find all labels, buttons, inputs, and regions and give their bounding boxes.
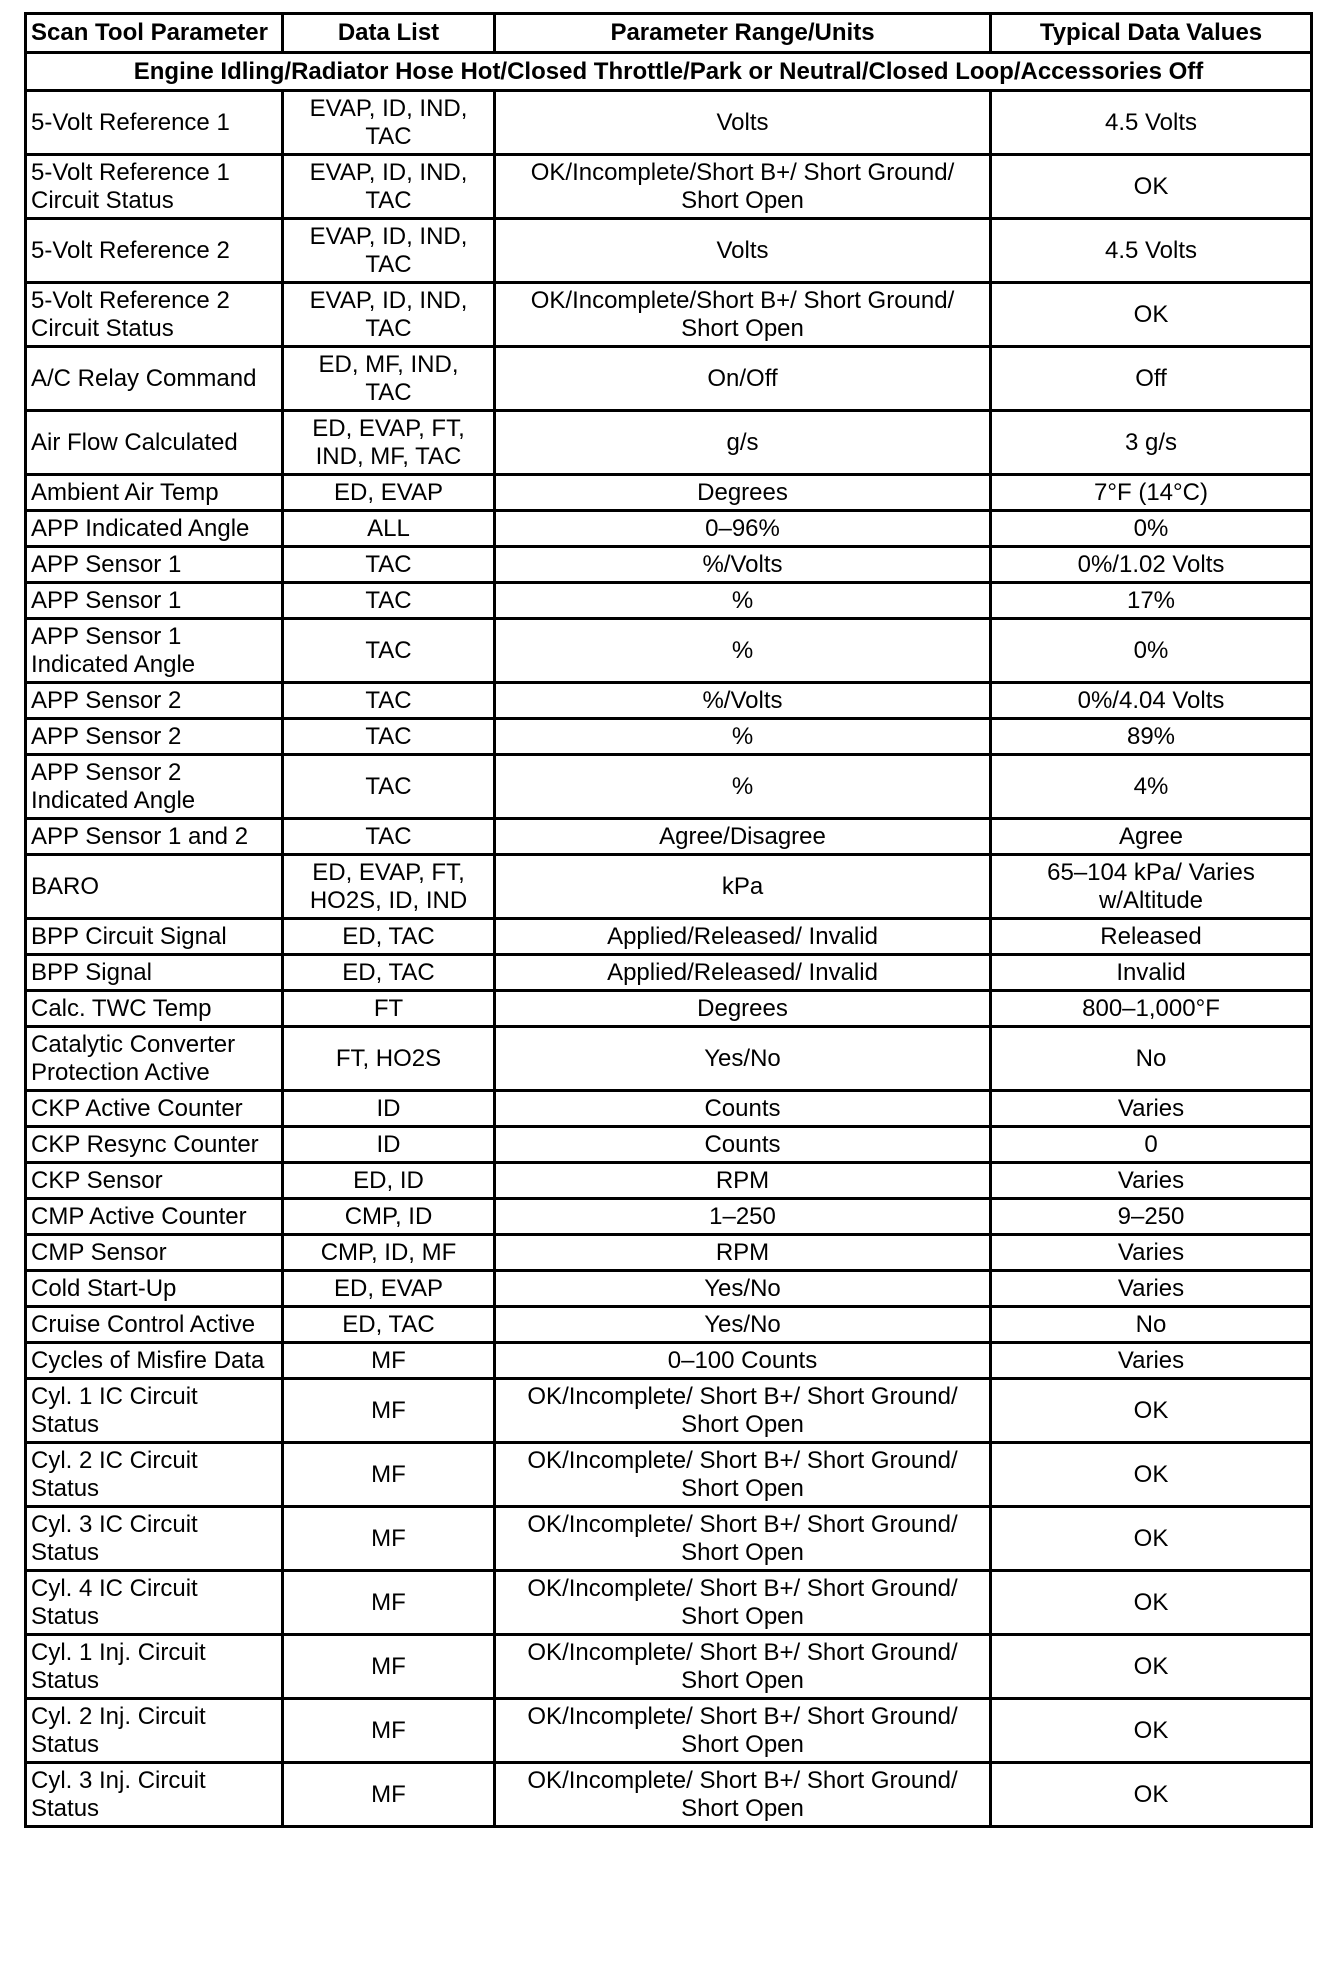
cell-scan-tool-parameter: Cyl. 2 Inj. Circuit Status bbox=[26, 1699, 283, 1763]
cell-typical-value: 0% bbox=[991, 619, 1312, 683]
cell-parameter-range: RPM bbox=[495, 1235, 991, 1271]
cell-scan-tool-parameter: Cycles of Misfire Data bbox=[26, 1343, 283, 1379]
cell-scan-tool-parameter: CKP Active Counter bbox=[26, 1091, 283, 1127]
header-row bbox=[26, 14, 1312, 53]
cell-scan-tool-parameter: Cyl. 1 IC Circuit Status bbox=[26, 1379, 283, 1443]
table-row bbox=[26, 755, 1312, 819]
header-typical-values: Typical Data Values bbox=[991, 14, 1312, 53]
cell-data-list: ED, EVAP bbox=[283, 1271, 495, 1307]
cell-data-list: TAC bbox=[283, 547, 495, 583]
cell-scan-tool-parameter: CKP Resync Counter bbox=[26, 1127, 283, 1163]
cell-parameter-range: %/Volts bbox=[495, 683, 991, 719]
cell-typical-value: Varies bbox=[991, 1163, 1312, 1199]
cell-data-list: EVAP, ID, IND, TAC bbox=[283, 91, 495, 155]
table-row bbox=[26, 1699, 1312, 1763]
cell-typical-value: 65–104 kPa/ Varies w/Altitude bbox=[991, 855, 1312, 919]
cell-typical-value: OK bbox=[991, 1507, 1312, 1571]
table-row bbox=[26, 583, 1312, 619]
cell-scan-tool-parameter: APP Sensor 2 Indicated Angle bbox=[26, 755, 283, 819]
cell-data-list: ED, ID bbox=[283, 1163, 495, 1199]
cell-typical-value: Released bbox=[991, 919, 1312, 955]
table-row bbox=[26, 511, 1312, 547]
cell-data-list: TAC bbox=[283, 683, 495, 719]
cell-typical-value: Off bbox=[991, 347, 1312, 411]
cell-data-list: TAC bbox=[283, 619, 495, 683]
cell-typical-value: No bbox=[991, 1307, 1312, 1343]
cell-data-list: FT, HO2S bbox=[283, 1027, 495, 1091]
cell-scan-tool-parameter: 5-Volt Reference 2 Circuit Status bbox=[26, 283, 283, 347]
cell-scan-tool-parameter: CMP Sensor bbox=[26, 1235, 283, 1271]
cell-parameter-range: Yes/No bbox=[495, 1307, 991, 1343]
cell-scan-tool-parameter: BARO bbox=[26, 855, 283, 919]
cell-parameter-range: Yes/No bbox=[495, 1027, 991, 1091]
cell-parameter-range: OK/Incomplete/ Short B+/ Short Ground/ Short Open bbox=[495, 1443, 991, 1507]
cell-data-list: ID bbox=[283, 1091, 495, 1127]
cell-typical-value: OK bbox=[991, 1635, 1312, 1699]
cell-typical-value: Agree bbox=[991, 819, 1312, 855]
table-row bbox=[26, 819, 1312, 855]
cell-scan-tool-parameter: APP Sensor 1 bbox=[26, 583, 283, 619]
cell-typical-value: 89% bbox=[991, 719, 1312, 755]
cell-parameter-range: RPM bbox=[495, 1163, 991, 1199]
cell-scan-tool-parameter: APP Sensor 2 bbox=[26, 683, 283, 719]
cell-parameter-range: Volts bbox=[495, 91, 991, 155]
cell-typical-value: 0 bbox=[991, 1127, 1312, 1163]
cell-scan-tool-parameter: Cyl. 3 IC Circuit Status bbox=[26, 1507, 283, 1571]
cell-data-list: MF bbox=[283, 1443, 495, 1507]
table-row bbox=[26, 1635, 1312, 1699]
cell-parameter-range: 1–250 bbox=[495, 1199, 991, 1235]
table-row bbox=[26, 411, 1312, 475]
cell-data-list: EVAP, ID, IND, TAC bbox=[283, 219, 495, 283]
cell-data-list: CMP, ID, MF bbox=[283, 1235, 495, 1271]
cell-data-list: TAC bbox=[283, 719, 495, 755]
cell-scan-tool-parameter: BPP Signal bbox=[26, 955, 283, 991]
cell-parameter-range: %/Volts bbox=[495, 547, 991, 583]
cell-data-list: FT bbox=[283, 991, 495, 1027]
cell-scan-tool-parameter: Cyl. 2 IC Circuit Status bbox=[26, 1443, 283, 1507]
cell-data-list: MF bbox=[283, 1763, 495, 1827]
table-row bbox=[26, 155, 1312, 219]
cell-typical-value: Varies bbox=[991, 1271, 1312, 1307]
cell-scan-tool-parameter: 5-Volt Reference 1 bbox=[26, 91, 283, 155]
cell-typical-value: 9–250 bbox=[991, 1199, 1312, 1235]
table-row bbox=[26, 719, 1312, 755]
cell-scan-tool-parameter: Cyl. 3 Inj. Circuit Status bbox=[26, 1763, 283, 1827]
cell-data-list: ED, MF, IND, TAC bbox=[283, 347, 495, 411]
header-data-list: Data List bbox=[283, 14, 495, 53]
table-row bbox=[26, 1271, 1312, 1307]
cell-typical-value: No bbox=[991, 1027, 1312, 1091]
table-row bbox=[26, 219, 1312, 283]
cell-parameter-range: Degrees bbox=[495, 475, 991, 511]
cell-scan-tool-parameter: Cyl. 1 Inj. Circuit Status bbox=[26, 1635, 283, 1699]
cell-parameter-range: % bbox=[495, 755, 991, 819]
cell-parameter-range: Applied/Released/ Invalid bbox=[495, 955, 991, 991]
table-row bbox=[26, 919, 1312, 955]
cell-typical-value: 0% bbox=[991, 511, 1312, 547]
table-row bbox=[26, 1199, 1312, 1235]
cell-parameter-range: 0–96% bbox=[495, 511, 991, 547]
cell-data-list: MF bbox=[283, 1379, 495, 1443]
cell-scan-tool-parameter: A/C Relay Command bbox=[26, 347, 283, 411]
scan-tool-data-table bbox=[24, 12, 1313, 1828]
cell-parameter-range: Agree/Disagree bbox=[495, 819, 991, 855]
cell-typical-value: 17% bbox=[991, 583, 1312, 619]
cell-typical-value: 800–1,000°F bbox=[991, 991, 1312, 1027]
cell-scan-tool-parameter: Air Flow Calculated bbox=[26, 411, 283, 475]
cell-typical-value: 0%/1.02 Volts bbox=[991, 547, 1312, 583]
cell-typical-value: Varies bbox=[991, 1091, 1312, 1127]
cell-data-list: TAC bbox=[283, 819, 495, 855]
cell-typical-value: OK bbox=[991, 1379, 1312, 1443]
cell-data-list: ID bbox=[283, 1127, 495, 1163]
cell-data-list: TAC bbox=[283, 583, 495, 619]
cell-parameter-range: OK/Incomplete/ Short B+/ Short Ground/ Short Open bbox=[495, 1699, 991, 1763]
table-row bbox=[26, 1027, 1312, 1091]
header-parameter-range: Parameter Range/Units bbox=[495, 14, 991, 53]
table-row bbox=[26, 1307, 1312, 1343]
cell-scan-tool-parameter: APP Indicated Angle bbox=[26, 511, 283, 547]
table-row bbox=[26, 683, 1312, 719]
cell-scan-tool-parameter: APP Sensor 2 bbox=[26, 719, 283, 755]
cell-typical-value: 4% bbox=[991, 755, 1312, 819]
cell-scan-tool-parameter: CMP Active Counter bbox=[26, 1199, 283, 1235]
cell-data-list: MF bbox=[283, 1343, 495, 1379]
table-row bbox=[26, 91, 1312, 155]
cell-data-list: ED, EVAP, FT, IND, MF, TAC bbox=[283, 411, 495, 475]
table-row bbox=[26, 1379, 1312, 1443]
cell-scan-tool-parameter: Ambient Air Temp bbox=[26, 475, 283, 511]
cell-parameter-range: kPa bbox=[495, 855, 991, 919]
table-row bbox=[26, 1571, 1312, 1635]
cell-scan-tool-parameter: APP Sensor 1 Indicated Angle bbox=[26, 619, 283, 683]
cell-scan-tool-parameter: APP Sensor 1 bbox=[26, 547, 283, 583]
cell-scan-tool-parameter: 5-Volt Reference 1 Circuit Status bbox=[26, 155, 283, 219]
cell-data-list: ALL bbox=[283, 511, 495, 547]
table-row bbox=[26, 1163, 1312, 1199]
cell-typical-value: 3 g/s bbox=[991, 411, 1312, 475]
cell-scan-tool-parameter: Cold Start-Up bbox=[26, 1271, 283, 1307]
cell-typical-value: Varies bbox=[991, 1343, 1312, 1379]
table-row bbox=[26, 955, 1312, 991]
cell-typical-value: 0%/4.04 Volts bbox=[991, 683, 1312, 719]
cell-scan-tool-parameter: Calc. TWC Temp bbox=[26, 991, 283, 1027]
cell-typical-value: OK bbox=[991, 1443, 1312, 1507]
table-row bbox=[26, 619, 1312, 683]
cell-parameter-range: OK/Incomplete/ Short B+/ Short Ground/ Short Open bbox=[495, 1571, 991, 1635]
operating-condition-row bbox=[26, 53, 1312, 91]
cell-typical-value: 4.5 Volts bbox=[991, 219, 1312, 283]
table-row bbox=[26, 547, 1312, 583]
operating-condition: Engine Idling/Radiator Hose Hot/Closed Throttle/Park or Neutral/Closed Loop/Accessories Off bbox=[26, 53, 1312, 91]
cell-data-list: ED, TAC bbox=[283, 919, 495, 955]
table-row bbox=[26, 1763, 1312, 1827]
cell-data-list: MF bbox=[283, 1635, 495, 1699]
table-row bbox=[26, 475, 1312, 511]
table-row bbox=[26, 1235, 1312, 1271]
cell-parameter-range: % bbox=[495, 719, 991, 755]
cell-parameter-range: OK/Incomplete/ Short B+/ Short Ground/ Short Open bbox=[495, 1763, 991, 1827]
cell-parameter-range: Degrees bbox=[495, 991, 991, 1027]
cell-parameter-range: Applied/Released/ Invalid bbox=[495, 919, 991, 955]
cell-typical-value: OK bbox=[991, 1699, 1312, 1763]
cell-data-list: EVAP, ID, IND, TAC bbox=[283, 155, 495, 219]
cell-scan-tool-parameter: Catalytic Converter Protection Active bbox=[26, 1027, 283, 1091]
cell-parameter-range: Volts bbox=[495, 219, 991, 283]
cell-scan-tool-parameter: APP Sensor 1 and 2 bbox=[26, 819, 283, 855]
cell-data-list: EVAP, ID, IND, TAC bbox=[283, 283, 495, 347]
cell-parameter-range: OK/Incomplete/ Short B+/ Short Ground/ Short Open bbox=[495, 1507, 991, 1571]
cell-parameter-range: Counts bbox=[495, 1127, 991, 1163]
table-row bbox=[26, 991, 1312, 1027]
cell-parameter-range: OK/Incomplete/ Short B+/ Short Ground/ Short Open bbox=[495, 1379, 991, 1443]
table-row bbox=[26, 855, 1312, 919]
cell-typical-value: 7°F (14°C) bbox=[991, 475, 1312, 511]
cell-data-list: MF bbox=[283, 1699, 495, 1763]
cell-scan-tool-parameter: CKP Sensor bbox=[26, 1163, 283, 1199]
cell-typical-value: Invalid bbox=[991, 955, 1312, 991]
table-row bbox=[26, 1507, 1312, 1571]
cell-parameter-range: g/s bbox=[495, 411, 991, 475]
cell-data-list: ED, EVAP bbox=[283, 475, 495, 511]
table-row bbox=[26, 1127, 1312, 1163]
cell-scan-tool-parameter: BPP Circuit Signal bbox=[26, 919, 283, 955]
cell-parameter-range: On/Off bbox=[495, 347, 991, 411]
cell-data-list: MF bbox=[283, 1571, 495, 1635]
cell-parameter-range: OK/Incomplete/Short B+/ Short Ground/ Short Open bbox=[495, 155, 991, 219]
table-row bbox=[26, 347, 1312, 411]
table-row bbox=[26, 1343, 1312, 1379]
cell-parameter-range: Yes/No bbox=[495, 1271, 991, 1307]
cell-typical-value: OK bbox=[991, 1571, 1312, 1635]
cell-data-list: ED, TAC bbox=[283, 955, 495, 991]
cell-parameter-range: OK/Incomplete/Short B+/ Short Ground/ Short Open bbox=[495, 283, 991, 347]
cell-data-list: ED, EVAP, FT, HO2S, ID, IND bbox=[283, 855, 495, 919]
cell-parameter-range: Counts bbox=[495, 1091, 991, 1127]
cell-data-list: ED, TAC bbox=[283, 1307, 495, 1343]
table-row bbox=[26, 283, 1312, 347]
cell-typical-value: OK bbox=[991, 1763, 1312, 1827]
header-scan-tool-parameter: Scan Tool Parameter bbox=[26, 14, 283, 53]
cell-scan-tool-parameter: Cruise Control Active bbox=[26, 1307, 283, 1343]
table-row bbox=[26, 1091, 1312, 1127]
cell-parameter-range: % bbox=[495, 619, 991, 683]
cell-scan-tool-parameter: 5-Volt Reference 2 bbox=[26, 219, 283, 283]
cell-typical-value: Varies bbox=[991, 1235, 1312, 1271]
cell-scan-tool-parameter: Cyl. 4 IC Circuit Status bbox=[26, 1571, 283, 1635]
cell-data-list: MF bbox=[283, 1507, 495, 1571]
table-row bbox=[26, 1443, 1312, 1507]
cell-typical-value: 4.5 Volts bbox=[991, 91, 1312, 155]
cell-parameter-range: 0–100 Counts bbox=[495, 1343, 991, 1379]
cell-typical-value: OK bbox=[991, 155, 1312, 219]
cell-typical-value: OK bbox=[991, 283, 1312, 347]
cell-data-list: CMP, ID bbox=[283, 1199, 495, 1235]
cell-parameter-range: OK/Incomplete/ Short B+/ Short Ground/ Short Open bbox=[495, 1635, 991, 1699]
cell-parameter-range: % bbox=[495, 583, 991, 619]
cell-data-list: TAC bbox=[283, 755, 495, 819]
